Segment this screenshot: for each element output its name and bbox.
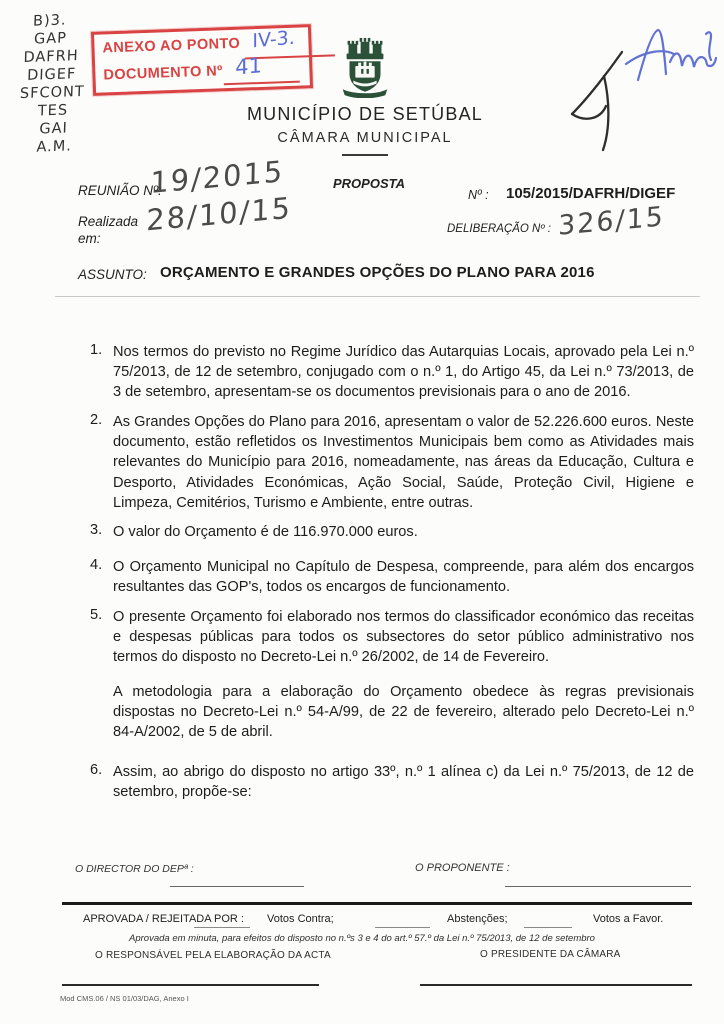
routing-line: B)3. — [32, 12, 67, 30]
municipal-crest-icon — [335, 36, 395, 98]
routing-line: SFCONT — [19, 83, 85, 103]
document-header — [180, 36, 550, 156]
proponente-signature-line — [505, 886, 691, 887]
numero-label: Nº : — [468, 188, 489, 202]
paragraph-3 — [90, 522, 694, 542]
stamp-documento-label: DOCUMENTO Nº — [103, 63, 224, 84]
paragraph-1 — [90, 342, 694, 403]
assunto-rule — [55, 296, 700, 297]
header-rule — [342, 154, 388, 156]
votes-blank-line — [524, 927, 572, 928]
votos-contra-label: Votos Contra; — [267, 913, 334, 925]
numero-value: 105/2015/DAFRH/DIGEF — [506, 185, 676, 202]
minuta-note: Aprovada em minuta, para efeitos do disposto no n.ºs 3 e 4 do art.º 57.º da Lei n.º 75/2013, de 12 de setembro — [129, 933, 595, 944]
assunto-value: ORÇAMENTO E GRANDES OPÇÕES DO PLANO PARA 2016 — [160, 264, 595, 281]
aprovada-rejeitada-label: APROVADA / REJEITADA POR : — [83, 913, 244, 925]
camara-subtitle: CÂMARA MUNICIPAL — [277, 130, 453, 146]
municipality-title: MUNICÍPIO DE SETÚBAL — [246, 104, 484, 124]
responsavel-signature-line — [62, 984, 319, 986]
abstencoes-label: Abstenções; — [447, 913, 508, 925]
responsavel-acta-label: O RESPONSÁVEL PELA ELABORAÇÃO DA ACTA — [95, 950, 331, 961]
stamp-anexo-value-handwritten: IV-3. — [252, 26, 295, 53]
reuniao-label: REUNIÃO Nº: — [78, 183, 162, 198]
stamp-anexo-label: ANEXO AO PONTO — [102, 35, 241, 57]
handwritten-mark-4 — [558, 46, 642, 154]
stamp-documento-value-handwritten: 41 — [235, 53, 262, 80]
realizada-label: Realizada em: — [78, 214, 139, 246]
paragraph-text: Assim, ao abrigo do disposto no artigo 33º, n.º 1 alínea c) da Lei n.º 75/2013, de 12 de setembro, propõe-se: — [113, 764, 694, 801]
approval-separator-rule — [62, 902, 692, 905]
realizada-value-handwritten: 28/10/15 — [145, 190, 293, 238]
form-reference: Mod CMS.06 / NS 01/03/DAG, Anexo I — [60, 994, 189, 1003]
reuniao-value-handwritten: 19/2015 — [149, 154, 285, 200]
paragraph-2 — [90, 412, 694, 513]
paragraph-number: 6. — [90, 762, 103, 778]
paragraph-5 — [90, 607, 694, 668]
paragraph-text: Nos termos do previsto no Regime Jurídico das Autarquias Locais, aprovado pela Lei n.º 75/2013, de 12 de setembro, conjugado com o n.º 1, do Artigo 45, da Lei n.º 73/2013, de 3 de setembro, apresentam-se os documentos previsionais para o ano de 2016. — [113, 344, 694, 401]
votos-favor-label: Votos a Favor. — [593, 913, 664, 925]
paragraph-text: O valor do Orçamento é de 116.970.000 euros. — [113, 524, 418, 540]
paragraph-text: O presente Orçamento foi elaborado nos termos do classificador económico das receitas e despesas públicas para todos os subsectores do setor público administrativo nos termos do disposto no Decreto-Lei n.º 26/2002, de 14 de Fevereiro. — [113, 609, 694, 666]
routing-line: GAP — [33, 30, 68, 48]
paragraph-5-continuation — [90, 682, 694, 743]
paragraph-number: 2. — [90, 412, 103, 428]
paragraph-text: As Grandes Opções do Plano para 2016, apresentam o valor de 52.226.600 euros. Neste documento, estão refletidos os Investimentos Municipais bem como as Atividades mais relevantes do Município para 2016, nomeadamente, nas áreas da Educação, Cultura e Desporto, Atividades Económicas, Ação Social, Saúde, Proteção Civil, Higiene e Limpeza, Cemitérios, Turismo e Ambiente, entre outras. — [113, 414, 694, 511]
routing-line: DIGEF — [26, 66, 77, 84]
paragraph-number: 4. — [90, 557, 103, 573]
routing-line: TES — [37, 102, 69, 120]
director-label: O DIRECTOR DO DEPª : — [75, 863, 194, 875]
routing-line: GAI — [39, 120, 69, 138]
handwritten-routing-notes — [0, 10, 104, 157]
assunto-label: ASSUNTO: — [78, 267, 147, 282]
paragraph-6 — [90, 762, 694, 802]
director-signature-line — [170, 886, 304, 887]
votes-blank-line — [375, 927, 430, 928]
paragraph-text: A metodologia para a elaboração do Orçamento obedece às regras previsionais dispostas no Decreto-Lei n.º 54-A/99, de 22 de fevereiro, alterado pelo Decreto-Lei n.º 84-A/2002, de 5 de abril. — [113, 684, 694, 741]
paragraph-number: 3. — [90, 522, 103, 538]
presidente-camara-label: O PRESIDENTE DA CÂMARA — [480, 949, 621, 960]
paragraph-4 — [90, 557, 694, 597]
routing-line: A.M. — [36, 138, 73, 156]
proposta-label: PROPOSTA — [333, 176, 405, 191]
paragraph-text: O Orçamento Municipal no Capítulo de Despesa, compreende, para além dos encargos resultantes das GOP's, todos os encargos de funcionamento. — [113, 559, 694, 596]
deliberacao-label: DELIBERAÇÃO Nº : — [447, 223, 551, 235]
paragraph-number: 5. — [90, 607, 103, 623]
votes-blank-line — [194, 927, 250, 928]
presidente-signature-line — [420, 984, 692, 986]
proponente-label: O PROPONENTE : — [415, 862, 510, 874]
paragraph-number: 1. — [90, 342, 103, 358]
routing-line: DAFRH — [23, 48, 79, 66]
deliberacao-value-handwritten: 326/15 — [557, 201, 666, 242]
